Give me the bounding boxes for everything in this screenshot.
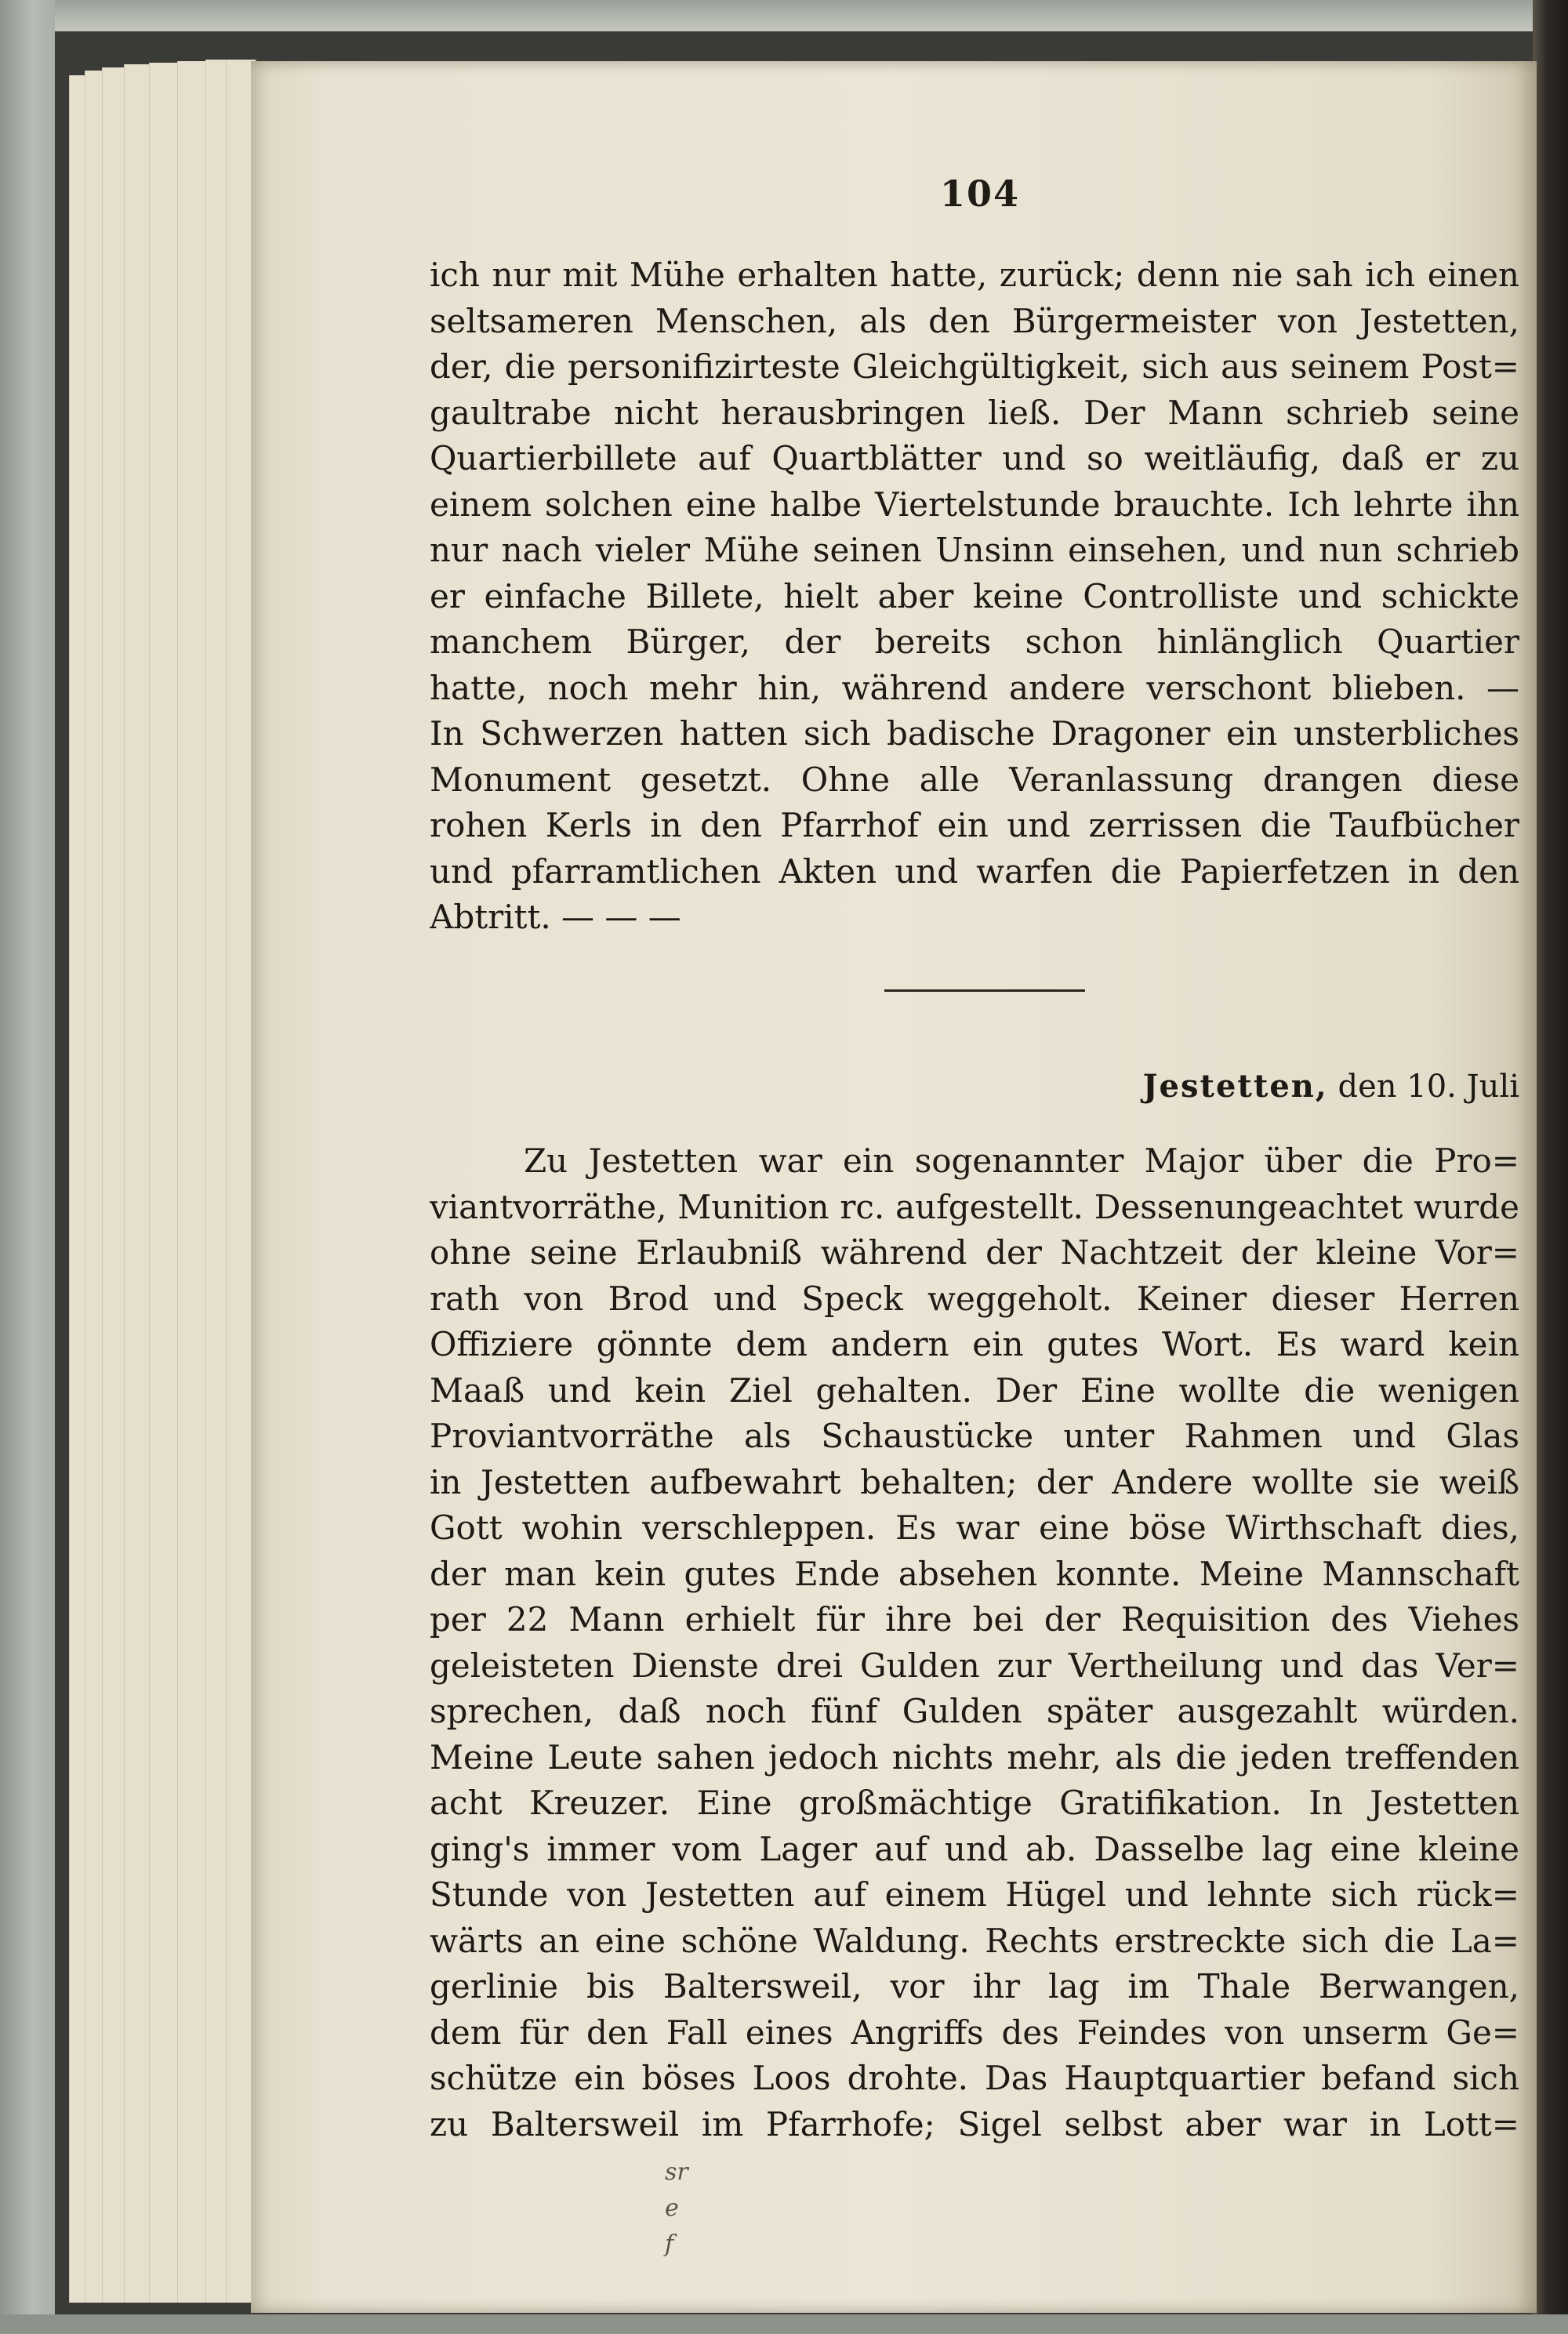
text-line: seltsameren Menschen, als den Bürgermeister von Jestetten, xyxy=(430,301,1519,340)
text-line: einem solchen eine halbe Viertelstunde brauchte. Ich lehrte ihn xyxy=(430,485,1519,524)
text-line: ohne seine Erlaubniß während der Nachtzeit der kleine Vor= xyxy=(430,1233,1519,1272)
text-line: wärts an eine schöne Waldung. Rechts erstreckte sich die La= xyxy=(430,1921,1519,1960)
book-cover-right xyxy=(1533,0,1568,2334)
mark: sr xyxy=(665,2158,688,2186)
text-line: acht Kreuzer. Eine großmächtige Gratifikation. In Jestetten xyxy=(430,1784,1519,1822)
text-line: In Schwerzen hatten sich badische Dragoner ein unsterbliches xyxy=(430,714,1519,753)
book-cover-bottom xyxy=(0,2314,1568,2334)
text-line: der, die personifizirteste Gleichgültigkeit, sich aus seinem Post= xyxy=(430,347,1519,386)
dateline-date: den 10. Juli xyxy=(1338,1069,1519,1105)
paragraph-2 xyxy=(430,1138,1519,2147)
book-cover-top xyxy=(0,0,1568,31)
text-line: ich nur mit Mühe erhalten hatte, zurück; denn nie sah ich einen xyxy=(430,256,1519,294)
text-line: Zu Jestetten war ein sogenannter Major über die Pro= xyxy=(524,1142,1519,1180)
text-line: Maaß und kein Ziel gehalten. Der Eine wollte die wenigen xyxy=(430,1370,1519,1410)
text-line: Proviantvorräthe als Schaustücke unter Rahmen und Glas xyxy=(430,1417,1519,1455)
mark: f xyxy=(665,2231,674,2258)
dateline xyxy=(1090,1068,1519,1105)
text-line: nur nach vieler Mühe seinen Unsinn einsehen, und nun schrieb xyxy=(430,531,1519,569)
text-line: sprechen, daß noch fünf Gulden später ausgezahlt würden. xyxy=(430,1692,1519,1730)
paragraph-1 xyxy=(430,252,1519,941)
dateline-place: Jestetten, xyxy=(1142,1068,1328,1105)
text-line: in Jestetten aufbewahrt behalten; der Andere wollte sie weiß xyxy=(430,1462,1519,1501)
text-line: hatte, noch mehr hin, während andere verschont blieben. — xyxy=(430,668,1519,707)
text-line: Quartierbillete auf Quartblätter und so weitläufig, daß er zu xyxy=(430,439,1519,477)
text-line: geleisteten Dienste drei Gulden zur Vertheilung und das Ver= xyxy=(430,1646,1519,1685)
text-line: dem für den Fall eines Angriffs des Feindes von unserm Ge= xyxy=(430,2013,1519,2052)
text-line: gerlinie bis Baltersweil, vor ihr lag im Thale Berwangen, xyxy=(430,1967,1519,2005)
book-cover-left xyxy=(0,0,55,2334)
text-line: ging's immer vom Lager auf und ab. Dasselbe lag eine kleine xyxy=(430,1829,1519,1868)
mark: e xyxy=(665,2194,679,2222)
text-line: per 22 Mann erhielt für ihre bei der Requisition des Viehes xyxy=(430,1600,1519,1639)
text-line: rath von Brod und Speck weggeholt. Keiner dieser Herren xyxy=(430,1279,1519,1318)
text-line: gaultrabe nicht herausbringen ließ. Der Mann schrieb seine xyxy=(430,393,1519,432)
text-line: der man kein gutes Ende absehen konnte. Meine Mannschaft xyxy=(430,1554,1519,1593)
text-line: Offiziere gönnte dem andern ein gutes Wort. Es ward kein xyxy=(430,1325,1519,1363)
text-line: Abtritt. — — — xyxy=(430,898,681,936)
section-divider xyxy=(884,989,1085,992)
handwritten-marks xyxy=(665,2154,688,2263)
page-number: 104 xyxy=(939,172,1021,215)
text-line: rohen Kerls in den Pfarrhof ein und zerrissen die Taufbücher xyxy=(430,806,1519,844)
text-line: Meine Leute sahen jedoch nichts mehr, als die jeden treffenden xyxy=(430,1737,1519,1777)
text-line: und pfarramtlichen Akten und warfen die Papierfetzen in den xyxy=(430,851,1519,891)
text-line: schütze ein böses Loos drohte. Das Hauptquartier befand sich xyxy=(430,2059,1519,2097)
text-line: Monument gesetzt. Ohne alle Veranlassung drangen diese xyxy=(430,760,1519,799)
text-line: er einfache Billete, hielt aber keine Controlliste und schickte xyxy=(430,576,1519,615)
text-line: viantvorräthe, Munition rc. aufgestellt. Dessenungeachtet wurde xyxy=(430,1187,1519,1226)
text-line: manchem Bürger, der bereits schon hinlänglich Quartier xyxy=(430,623,1519,661)
text-line: Gott wohin verschleppen. Es war eine böse Wirthschaft dies, xyxy=(430,1508,1519,1547)
text-line: zu Baltersweil im Pfarrhofe; Sigel selbst aber war in Lott= xyxy=(430,2104,1519,2143)
text-line: Stunde von Jestetten auf einem Hügel und lehnte sich rück= xyxy=(430,1875,1519,1914)
